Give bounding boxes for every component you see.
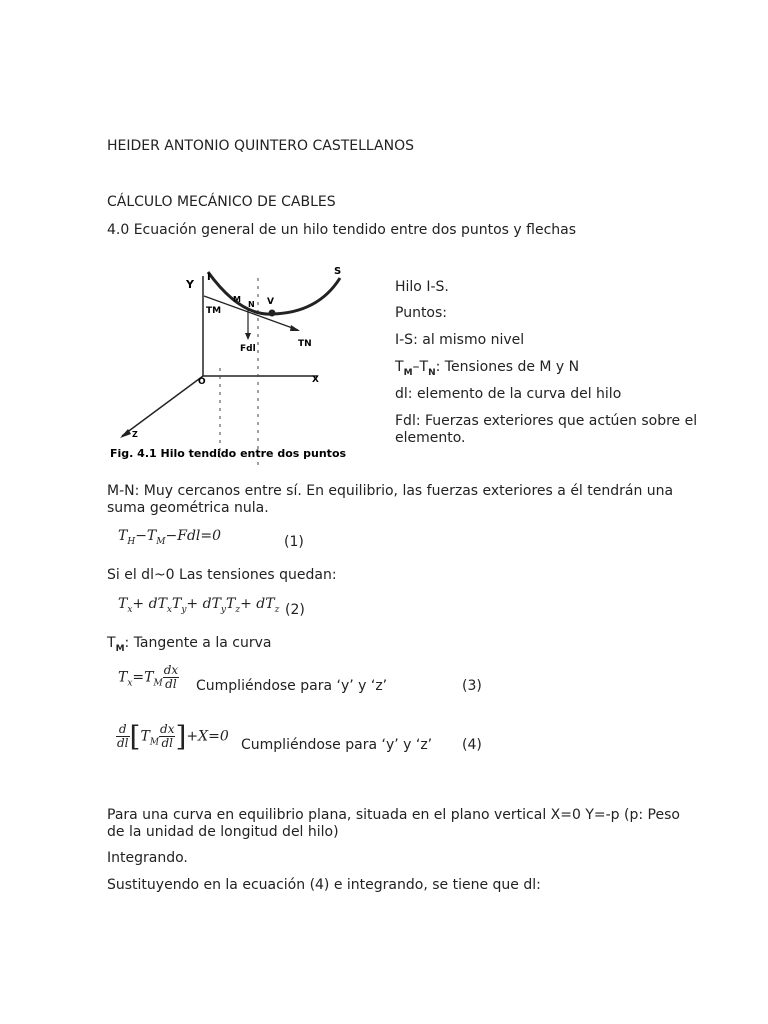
equation-4-number: (4) [462,737,482,753]
equation-4: $\frac{d}{dl}$ [$T_M$ $\frac{dx}{dl}$ ]+X=0 [117,720,229,753]
paragraph-mn: M-N: Muy cercanos entre sí. En equilibrio, las fuerzas exteriores a él tendrán una suma geométrica nula. [107,483,674,516]
cable-figure [100,258,380,473]
legend-tensiones: $T_M-T_N$: Tensiones de M y N [395,359,580,378]
equation-4-text: Cumpliéndose para ‘y’ y ‘z’ [241,737,433,753]
label-v: V [267,297,274,307]
label-s: S [334,266,342,277]
section-heading: 4.0 Ecuación general de un hilo tendido entre dos puntos y flechas [107,222,577,238]
paragraph-si: Si el dl~0 Las tensiones quedan: [107,567,337,583]
equation-3-number: (3) [462,678,482,694]
label-z: Z [132,430,138,439]
label-y: Y [186,278,194,291]
tm-tangente: $T_M$: Tangente a la curva [107,635,272,654]
equation-1-number: (1) [284,534,304,550]
label-m: M [233,295,241,304]
point-v [269,310,276,317]
paragraph-integrando: Integrando. [107,850,188,866]
legend-dl: dl: elemento de la curva del hilo [395,386,622,402]
legend-hilo: Hilo I-S. [395,279,449,295]
cable-curve [208,272,340,314]
paragraph-sustituyendo: Sustituyendo en la ecuación (4) e integrando, se tiene que dl: [107,877,541,893]
label-fdl: Fdl [240,344,256,354]
figure-caption: Fig. 4.1 Hilo tendido entre dos puntos [110,447,347,460]
label-tn: TN [298,339,312,349]
equation-3-text: Cumpliéndose para ‘y’ y ‘z’ [196,678,388,694]
equation-3: $T_x=T_M$ $\frac{dx}{dl}$ [118,663,179,691]
equation-2-number: (2) [285,602,305,618]
label-x: X [312,375,319,385]
legend-is: I-S: al mismo nivel [395,332,525,348]
tangent-arrow [290,325,300,331]
legend-puntos: Puntos: [395,305,448,321]
paragraph-plana: Para una curva en equilibrio plana, situada en el plano vertical X=0 Y=-p (p: Peso de la unidad de longitud del hilo) [107,807,680,840]
legend-fdl: Fdl: Fuerzas exteriores que actúen sobre el elemento. [395,413,698,446]
fdl-arrow [245,333,251,340]
label-i: I [207,272,211,283]
label-tm: TM [206,306,222,316]
equation-1: $T_H-T_M-Fdl=0$ [118,528,222,547]
label-n: N [248,300,255,309]
document-title: CÁLCULO MECÁNICO DE CABLES [107,194,336,210]
author-name: HEIDER ANTONIO QUINTERO CASTELLANOS [107,138,414,154]
equation-2: $T_x+ dT_xT_y+ dT_yT_z+ dT_z$ [118,596,280,615]
label-o: O [198,377,206,387]
z-axis-line [122,376,203,436]
